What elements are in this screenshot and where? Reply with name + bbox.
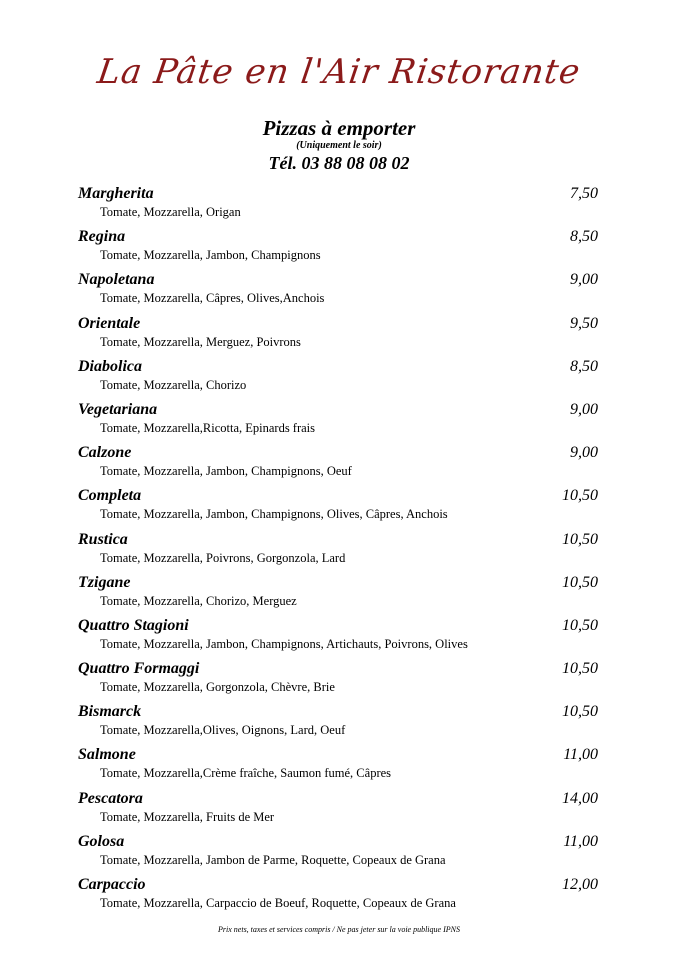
item-price: 7,50 <box>570 185 598 202</box>
menu-item <box>78 314 598 357</box>
item-price: 14,00 <box>562 789 598 807</box>
item-price: 11,00 <box>563 832 598 850</box>
menu-heading <box>0 116 678 174</box>
menu-item <box>78 443 598 486</box>
item-description: Tomate, Mozzarella, Jambon, Champignons <box>100 248 321 263</box>
menu-item <box>78 184 598 227</box>
item-price: 10,50 <box>562 616 598 634</box>
item-price: 9,50 <box>570 314 598 332</box>
menu-item <box>78 789 598 832</box>
item-name: Margherita <box>78 185 154 202</box>
menu-item <box>78 875 598 918</box>
item-price: 8,50 <box>570 357 598 375</box>
phone-number: Tél. 03 88 08 08 02 <box>268 153 410 173</box>
item-name: Pescatora <box>78 789 143 807</box>
item-name: Quattro Stagioni <box>78 616 189 634</box>
menu-item <box>78 227 598 270</box>
item-description: Tomate, Mozzarella, Jambon, Champignons, Oeuf <box>100 464 352 479</box>
item-description: Tomate, Mozzarella,Olives, Oignons, Lard, Oeuf <box>100 723 346 738</box>
menu-subtitle: (Uniquement le soir) <box>296 140 382 151</box>
item-description: Tomate, Mozzarella, Câpres, Olives,Anchois <box>100 291 325 306</box>
menu-item <box>78 745 598 788</box>
item-description: Tomate, Mozzarella, Gorgonzola, Chèvre, Brie <box>100 680 335 695</box>
menu-item <box>78 832 598 875</box>
item-description: Tomate, Mozzarella, Fruits de Mer <box>100 809 275 824</box>
menu-item <box>78 702 598 745</box>
item-price: 10,50 <box>562 660 598 678</box>
menu-item <box>78 400 598 443</box>
menu-item <box>78 616 598 659</box>
item-description: Tomate, Mozzarella, Chorizo <box>100 377 247 392</box>
item-description: Tomate, Mozzarella, Poivrons, Gorgonzola, Lard <box>100 550 346 565</box>
item-price: 10,50 <box>562 703 598 721</box>
item-name: Napoletana <box>78 271 155 289</box>
pizza-list <box>78 184 598 918</box>
menu-item <box>78 530 598 573</box>
item-name: Completa <box>78 487 142 505</box>
item-name: Rustica <box>78 530 128 548</box>
item-description: Tomate, Mozzarella,Crème fraîche, Saumon fumé, Câpres <box>100 766 392 781</box>
item-price: 9,00 <box>570 400 598 418</box>
item-name: Salmone <box>78 746 136 764</box>
item-name: Calzone <box>78 444 132 462</box>
item-name: Bismarck <box>78 703 142 721</box>
item-name: Vegetariana <box>78 400 158 418</box>
item-price: 11,00 <box>563 746 598 764</box>
item-price: 12,00 <box>562 876 598 893</box>
restaurant-logo: La Pâte en l'Air Ristorante <box>94 52 584 92</box>
item-name: Diabolica <box>78 357 142 375</box>
item-price: 10,50 <box>562 573 598 591</box>
item-name: Regina <box>78 228 126 246</box>
item-description: Tomate, Mozzarella, Jambon, Champignons, Olives, Câpres, Anchois <box>100 507 448 522</box>
item-description: Tomate, Mozzarella, Merguez, Poivrons <box>100 334 301 349</box>
item-description: Tomate, Mozzarella, Origan <box>100 205 241 219</box>
item-name: Quattro Formaggi <box>78 660 200 678</box>
menu-item <box>78 357 598 400</box>
item-name: Carpaccio <box>78 876 146 893</box>
item-price: 9,00 <box>570 271 598 289</box>
item-description: Tomate, Mozzarella, Jambon, Champignons, Artichauts, Poivrons, Olives <box>100 636 468 651</box>
item-description: Tomate, Mozzarella, Jambon de Parme, Roquette, Copeaux de Grana <box>100 852 446 867</box>
item-price: 9,00 <box>570 444 598 462</box>
item-name: Tzigane <box>78 573 131 591</box>
menu-item <box>78 270 598 313</box>
item-price: 8,50 <box>570 228 598 246</box>
menu-item <box>78 573 598 616</box>
item-description: Tomate, Mozzarella, Carpaccio de Boeuf, Roquette, Copeaux de Grana <box>100 896 456 910</box>
item-description: Tomate, Mozzarella, Chorizo, Merguez <box>100 593 297 608</box>
menu-item <box>78 486 598 529</box>
item-price: 10,50 <box>562 530 598 548</box>
item-name: Golosa <box>78 832 125 850</box>
item-description: Tomate, Mozzarella,Ricotta, Epinards frais <box>100 420 316 435</box>
menu-title: Pizzas à emporter <box>262 116 416 140</box>
footer-note: Prix nets, taxes et services compris / Ne pas jeter sur la voie publique IPNS <box>218 925 460 934</box>
item-name: Orientale <box>78 314 141 332</box>
item-price: 10,50 <box>562 487 598 505</box>
menu-item <box>78 659 598 702</box>
